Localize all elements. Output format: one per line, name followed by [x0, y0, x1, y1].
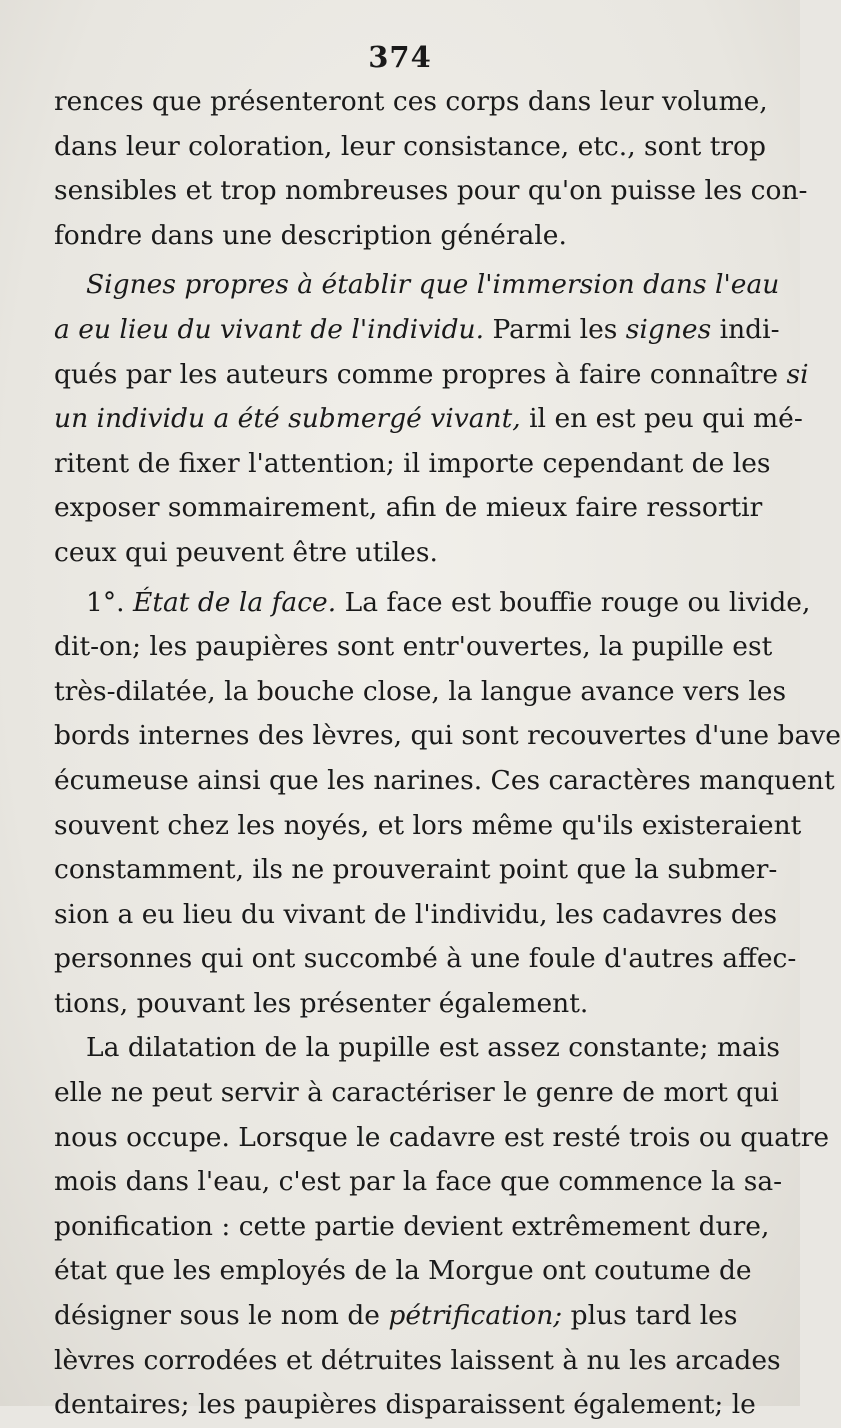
text-line — [54, 893, 778, 938]
text-run: Parmi les — [484, 313, 626, 345]
italic-text: pétrification; — [388, 1300, 563, 1332]
italic-text: Signes propres à établir que l'immersion dans l'eau — [86, 269, 780, 301]
text-run: sion a eu lieu du vivant de l'individu, les cadavres des — [54, 898, 778, 930]
text-run: très-dilatée, la bouche close, la langue avance vers les — [54, 675, 787, 707]
text-line — [54, 759, 835, 804]
text-run: fondre dans une description générale. — [54, 219, 567, 251]
text-line — [54, 848, 778, 893]
text-line — [54, 1339, 781, 1384]
text-line — [54, 531, 736, 576]
text-run: plus tard les — [562, 1300, 738, 1332]
body-text — [54, 80, 841, 1428]
text-line — [54, 714, 841, 759]
text-line — [54, 169, 808, 214]
text-run: désigner sous le nom de — [54, 1300, 389, 1332]
text-run: état que les employés de la Morgue ont coutume de — [54, 1255, 752, 1287]
text-line — [54, 625, 773, 670]
text-run: nous occupe. Lorsque le cadavre est resté trois ou quatre — [54, 1121, 830, 1153]
italic-text: a eu lieu du vivant de l'individu. — [54, 313, 485, 345]
text-line — [54, 670, 787, 715]
text-run: qués par les auteurs comme propres à faire connaître — [54, 358, 787, 390]
italic-text: si — [786, 358, 809, 390]
text-run: sensibles et trop nombreuses pour qu'on puisse les con- — [54, 175, 808, 207]
text-line — [54, 581, 811, 626]
text-run: écumeuse ainsi que les narines. Ces caractères manquent — [54, 764, 835, 796]
text-run: La dilatation de la pupille est assez constante; mais — [86, 1032, 780, 1064]
text-run: elle ne peut servir à caractériser le genre de mort qui — [54, 1077, 779, 1109]
text-line — [54, 1294, 736, 1339]
text-run: rences que présenteront ces corps dans leur volume, — [54, 86, 768, 117]
text-run: dentaires; les paupières disparaissent également; le — [54, 1389, 756, 1421]
text-run: ponification : cette partie devient extrêmement dure, — [54, 1210, 770, 1242]
text-run: exposer sommairement, afin de mieux faire ressortir — [54, 492, 763, 524]
text-run: ritent de fixer l'attention; il importe cependant de les — [54, 447, 771, 479]
text-run: 1°. — [86, 586, 133, 618]
italic-text: État de la face. — [132, 586, 337, 618]
text-line — [54, 125, 766, 170]
text-run: La face est bouffie rouge ou livide, — [336, 586, 811, 618]
text-line — [54, 263, 780, 308]
text-run: indi- — [711, 313, 780, 345]
text-run: personnes qui ont succombé à une foule d'autres affec- — [54, 943, 797, 975]
text-line — [54, 937, 797, 982]
text-line — [54, 1383, 756, 1428]
text-line — [54, 214, 736, 259]
text-line — [54, 1116, 830, 1161]
text-run: constamment, ils ne prouveraint point que la submer- — [54, 854, 778, 886]
text-line — [54, 982, 736, 1027]
text-run: lèvres corrodées et détruites laissent à nu les arcades — [54, 1344, 781, 1376]
text-line — [54, 1205, 770, 1250]
italic-text: signes — [625, 313, 712, 345]
text-line — [54, 804, 802, 849]
text-run: dans leur coloration, leur consistance, etc., sont trop — [54, 130, 766, 162]
text-line — [54, 486, 763, 531]
text-line — [54, 1249, 752, 1294]
text-run: bords internes des lèvres, qui sont recouvertes d'une bave — [54, 720, 841, 752]
text-line — [54, 1026, 780, 1071]
text-run: souvent chez les noyés, et lors même qu'ils existeraient — [54, 809, 802, 841]
text-line — [54, 1160, 783, 1205]
text-run: tions, pouvant les présenter également. — [54, 987, 589, 1019]
text-run: dit-on; les paupières sont entr'ouvertes, la pupille est — [54, 631, 773, 663]
text-line — [54, 397, 803, 442]
italic-text: un individu a été submergé vivant, — [54, 403, 521, 435]
text-run: il en est peu qui mé- — [520, 403, 803, 435]
text-line — [54, 80, 768, 125]
text-line — [54, 1071, 779, 1116]
text-run: mois dans l'eau, c'est par la face que commence la sa- — [54, 1166, 783, 1198]
text-line — [54, 308, 780, 353]
text-line — [54, 442, 771, 487]
text-run: ceux qui peuvent être utiles. — [54, 536, 438, 568]
page-number: 374 — [368, 40, 432, 74]
text-line — [54, 353, 809, 398]
